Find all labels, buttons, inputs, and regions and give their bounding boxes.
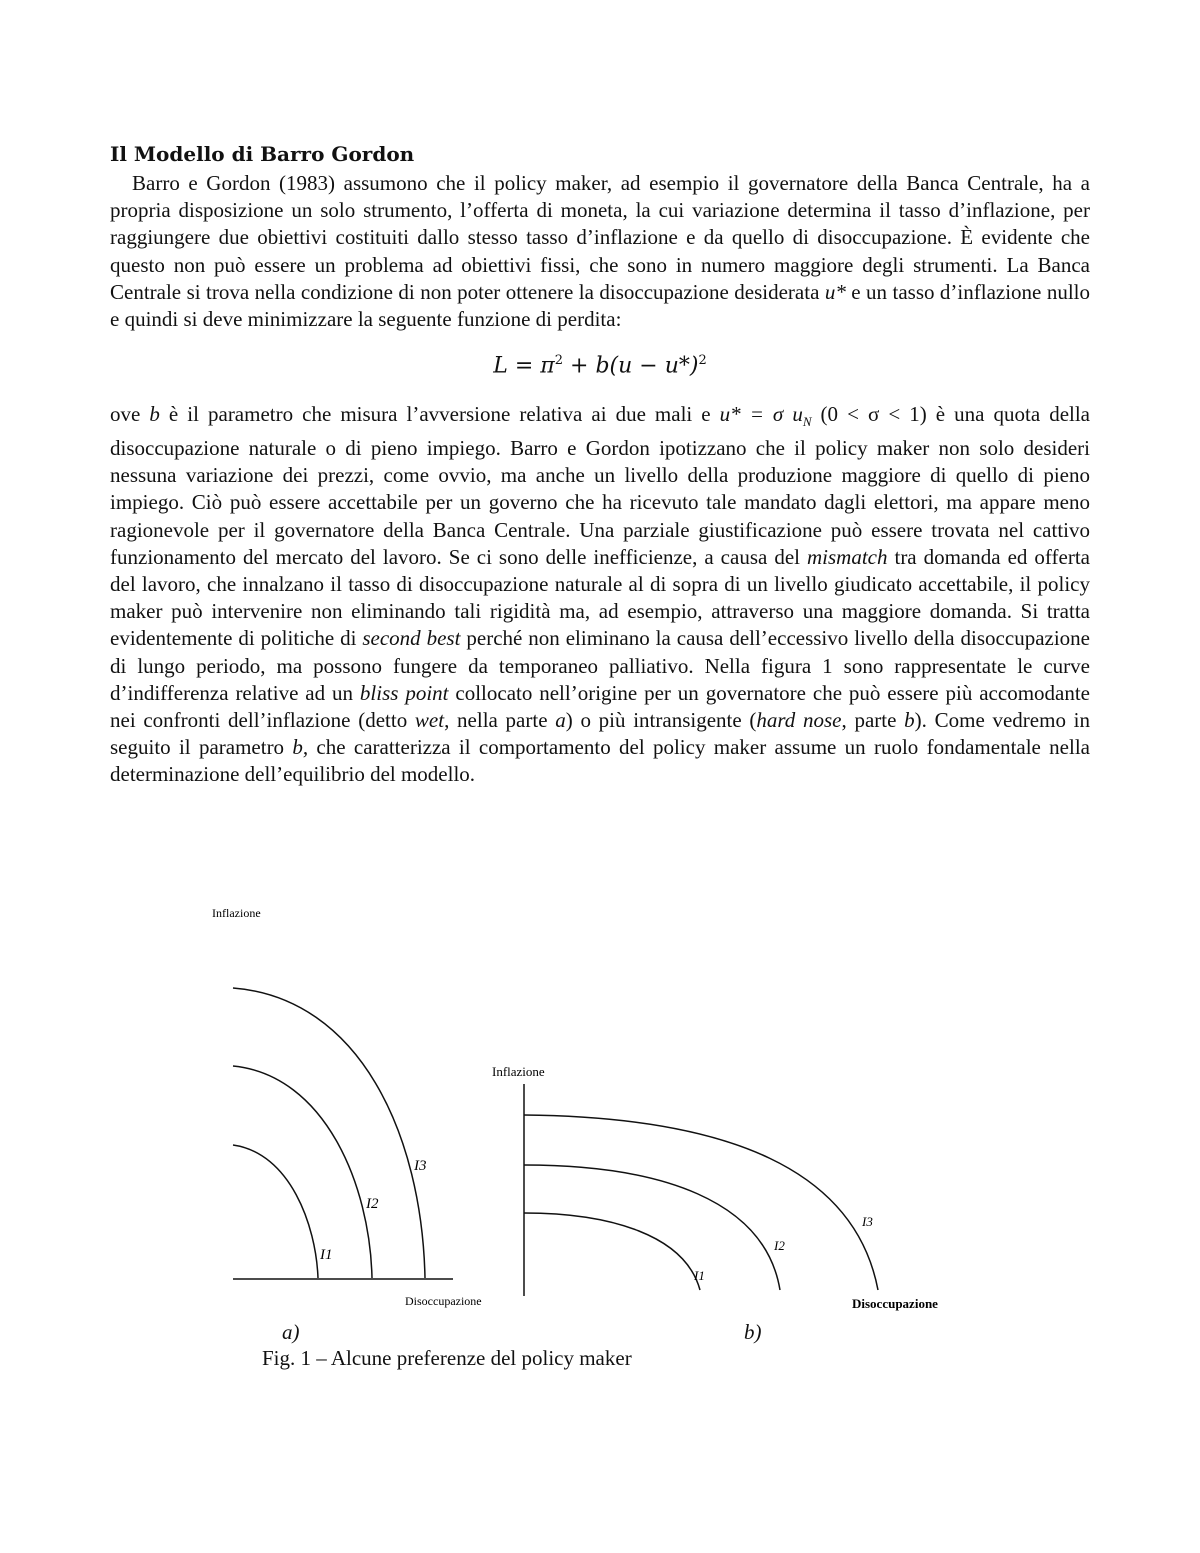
curve-b-I3 xyxy=(524,1115,878,1290)
figure-b-x-label: Disoccupazione xyxy=(852,1296,938,1311)
figure-caption: Fig. 1 – Alcune preferenze del policy maker xyxy=(262,1346,632,1370)
figure-b-y-label: Inflazione xyxy=(492,1064,545,1079)
curve-b-I2-label: I2 xyxy=(774,1238,785,1253)
curve-a-I1 xyxy=(233,1145,318,1278)
loss-function-formula: $L = \pi^2 + b(u - u*)^2$ xyxy=(493,353,707,379)
curve-a-I3 xyxy=(233,988,425,1278)
panel-label-b: b) xyxy=(744,1320,762,1344)
curve-b-I1-label: I1 xyxy=(694,1268,705,1283)
section-title: Il Modello di Barro Gordon xyxy=(110,142,415,166)
document-body xyxy=(110,142,1090,789)
paragraph-discussion: ove b è il parametro che misura l’avversione relativa ai due mali e u* = σ $u_N$ (0 < σ < 1) è una quota della disoccupazione naturale o di pieno impiego. Barro e Gordon ipotizzano che il policy maker non solo desideri nessuna variazione dei prezzi, come ovvio, ma anche un livello della produzione maggiore di quello di pieno impiego. Ciò può essere accettabile per un governo che ha ricevuto tale mandato dagli elettori, ma appare meno ragionevole per il governatore della Banca Centrale. Una parziale giustificazione può essere trovata nel cattivo funzionamento del mercato del lavoro. Se ci sono delle inefficienze, a causa del mismatch tra domanda ed offerta del lavoro, che innalzano il tasso di disoccupazione naturale al di sopra di un livello giudicato accettabile, il policy maker può intervenire non eliminando tali rigidità ma, ad esempio, attraverso una maggiore domanda. Si tratta evidentemente di politiche di second best perché non eliminano la causa dell’eccessivo livello della disoccupazione di lungo periodo, ma possono fungere da temporaneo palliativo. Nella figura 1 sono rappresentate le curve d’indifferenza relative ad un bliss point collocato nell’origine per un governatore che può essere più accomodante nei confronti dell’inflazione (detto wet, nella parte a) o più intransigente (hard nose, parte b). Come vedremo in seguito il parametro b, che caratterizza il comportamento del policy maker assume un ruolo fondamentale nella determinazione dell’equilibrio del modello. xyxy=(110,401,1091,787)
curve-a-I2-label: I2 xyxy=(366,1196,379,1212)
figure-a-x-label: Disoccupazione xyxy=(405,1294,482,1308)
panel-label-a: a) xyxy=(282,1320,300,1344)
curve-b-I2 xyxy=(524,1165,780,1290)
figure-a-y-label: Inflazione xyxy=(212,906,261,920)
curve-a-I1-label: I1 xyxy=(320,1247,333,1263)
curve-b-I3-label: I3 xyxy=(862,1214,873,1229)
u-star-symbol: u* xyxy=(824,279,846,304)
figure-b-indifference-curves xyxy=(480,1060,1000,1320)
curve-a-I3-label: I3 xyxy=(414,1158,427,1174)
paragraph-intro: Barro e Gordon (1983) assumono che il policy maker, ad esempio il governatore della Banca Centrale, ha a propria disposizione un solo strumento, l’offerta di moneta, la cui variazione determina il tasso d’inflazione, per raggiungere due obiettivi costituiti dallo stesso tasso d’inflazione e da quello di disoccupazione. È evidente che questo non può essere un problema ad obiettivi fissi, che sono in numero maggiore degli strumenti. La Banca Centrale si trova nella condizione di non poter ottenere la disoccupazione desiderata u* e un tasso d’inflazione nullo e quindi si deve minimizzare la seguente funzione di perdita: xyxy=(110,171,1090,332)
u-star-equation: u* = σ u xyxy=(719,401,803,426)
figure-a-indifference-curves xyxy=(200,895,490,1315)
curve-b-I1 xyxy=(524,1213,700,1290)
curve-a-I2 xyxy=(233,1066,372,1278)
